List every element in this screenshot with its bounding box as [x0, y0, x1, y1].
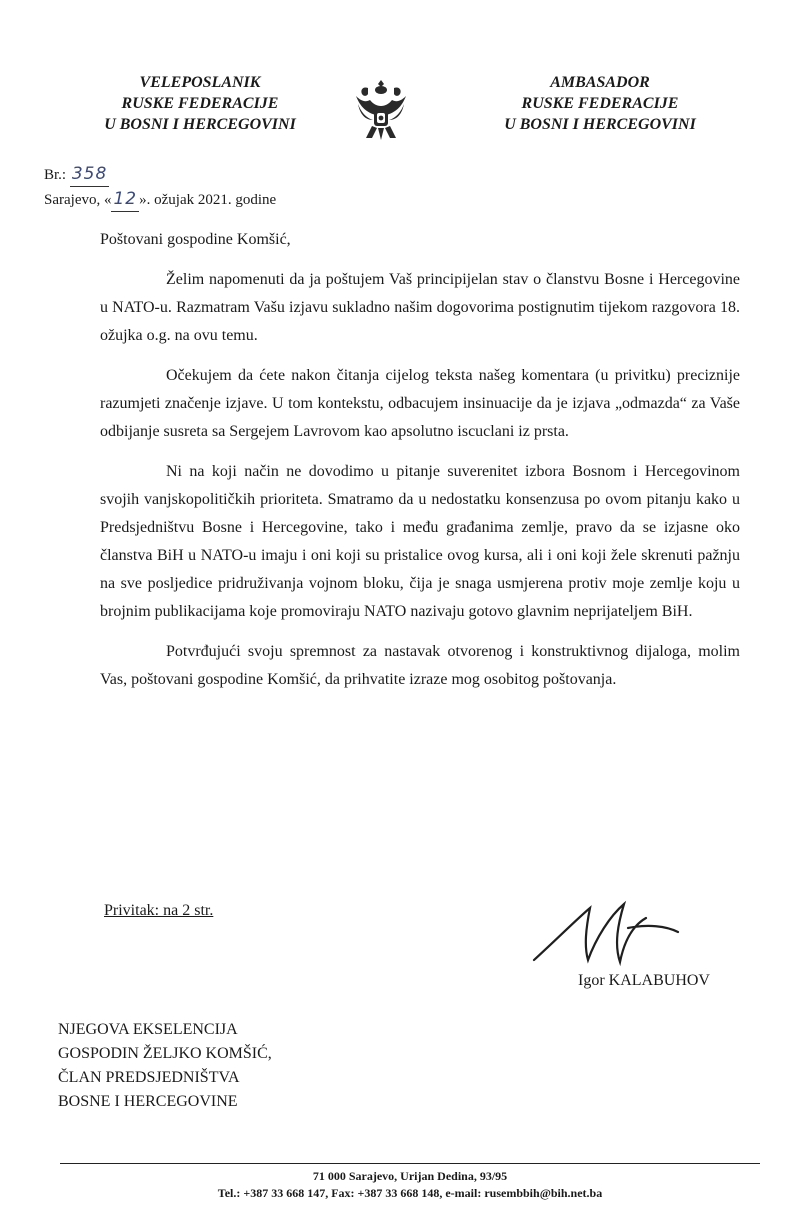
reference-date — [44, 187, 276, 212]
body-paragraph: Želim napomenuti da ja poštujem Vaš principijelan stav o članstvu Bosne i Hercegovine u NATO-u. Razmatram Vašu izjavu sukladno našim dogovorima postignutim tijekom razgovora 18. ožujka o.g. na ovu temu. — [100, 271, 740, 344]
reference-number-value: 358 — [70, 162, 109, 187]
signer-name: Igor KALABUHOV — [578, 972, 710, 989]
handwritten-signature — [528, 898, 688, 970]
reference-number-label: Br.: — [44, 167, 67, 183]
reference-day: 12 — [111, 187, 139, 212]
footer — [60, 1168, 760, 1202]
header-right — [470, 72, 730, 135]
header-left — [80, 72, 320, 135]
header-right-line: U BOSNI I HERCEGOVINI — [504, 116, 696, 133]
footer-divider — [60, 1163, 760, 1164]
header-left-line: RUSKE FEDERACIJE — [121, 95, 279, 112]
double-headed-eagle-icon — [352, 76, 410, 142]
header-left-line: U BOSNI I HERCEGOVINI — [104, 116, 296, 133]
reference-place: Sarajevo, « — [44, 192, 112, 208]
recipient-line: GOSPODIN ŽELJKO KOMŠIĆ, — [58, 1045, 272, 1062]
recipient-line: ČLAN PREDSJEDNIŠTVA — [58, 1069, 240, 1086]
letter-body — [100, 226, 740, 706]
body-paragraph: Potvrđujući svoju spremnost za nastavak otvorenog i konstruktivnog dijaloga, molim Vas, poštovani gospodine Komšić, da prihvatite izraze mog osobitog poštovanja. — [100, 643, 740, 688]
footer-address: 71 000 Sarajevo, Urijan Dedina, 93/95 — [312, 1169, 508, 1183]
reference-number — [44, 162, 276, 187]
header-right-line: AMBASADOR — [550, 74, 650, 91]
reference-block — [44, 162, 276, 212]
body-paragraph: Očekujem da ćete nakon čitanja cijelog teksta našeg komentara (u privitku) preciznije razumjeti značenje izjave. U tom kontekstu, odbacujem insinuacije da je izjava „odmazda“ za Vaše odbijanje susreta sa Sergejem Lavrovom kao apsolutno iscuclani iz prsta. — [100, 367, 740, 440]
header-right-line: RUSKE FEDERACIJE — [521, 95, 679, 112]
greeting: Poštovani gospodine Komšić, — [100, 231, 291, 248]
recipient-line: NJEGOVA EKSELENCIJA — [58, 1021, 238, 1038]
footer-contact: Tel.: +387 33 668 147, Fax: +387 33 668 148, e-mail: rusembbih@bih.net.ba — [217, 1186, 603, 1200]
attachment-note: Privitak: na 2 str. — [104, 902, 214, 919]
header-left-line: VELEPOSLANIK — [139, 74, 261, 91]
recipient-line: BOSNE I HERCEGOVINE — [58, 1093, 238, 1110]
body-paragraph: Ni na koji način ne dovodimo u pitanje suverenitet izbora Bosnom i Hercegovinom svojih vanjskopolitičkih prioriteta. Smatramo da u nedostatku konsenzusa po ovom pitanju kako u Predsjedništvu Bosne i Hercegovine, tako i među građanima zemlje, pravo da se izjasne oko članstva BiH u NATO-u imaju i oni koji su pristalice ovog kursa, ali i oni koji žele skrenuti pažnju na sve posljedice pridruživanja vojnom bloku, čija je snaga usmjerena protiv moje zemlje koju u brojnim publikacijama koje promoviraju NATO nazivaju gotovo glavnim neprijateljem BiH. — [100, 463, 740, 620]
recipient-block — [58, 1018, 272, 1114]
reference-date-rest: ». ožujak 2021. godine — [139, 192, 277, 208]
